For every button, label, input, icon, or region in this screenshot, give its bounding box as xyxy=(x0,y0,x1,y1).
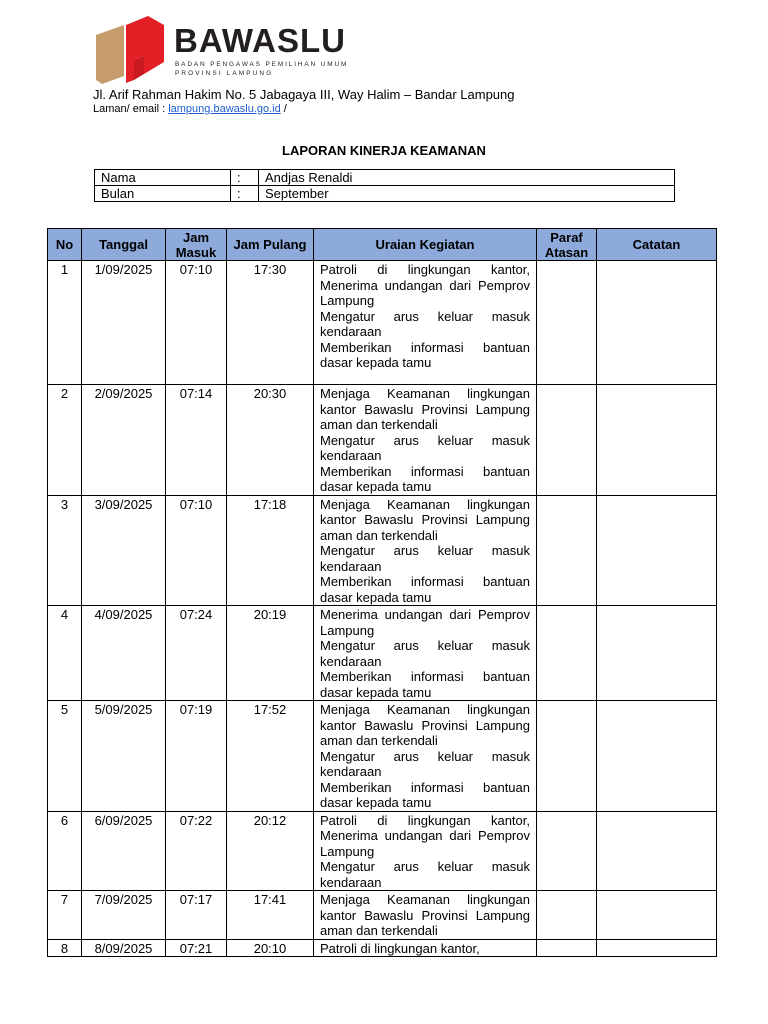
cell-jam-pulang: 17:52 xyxy=(227,701,314,812)
address: Jl. Arif Rahman Hakim No. 5 Jabagaya III, Way Halim – Bandar Lampung xyxy=(93,87,515,102)
cell-jam-pulang: 17:41 xyxy=(227,891,314,940)
cell-jam-masuk: 07:21 xyxy=(166,939,227,957)
laman-link[interactable]: lampung.bawaslu.go.id xyxy=(168,103,281,115)
col-header-jam-masuk: Jam Masuk xyxy=(166,229,227,261)
table-row xyxy=(48,495,717,606)
table-row xyxy=(48,606,717,701)
table-row xyxy=(48,891,717,940)
activity-item: Memberikan informasi bantuan dasar kepada tamu xyxy=(320,779,530,810)
activity-item: Patroli di lingkungan kantor, Menerima undangan dari Pemprov Lampung xyxy=(320,262,530,308)
activity-item: Patroli di lingkungan kantor, Menerima undangan dari Pemprov Lampung xyxy=(320,812,530,859)
cell-jam-pulang: 20:19 xyxy=(227,606,314,701)
cell-uraian xyxy=(314,261,537,385)
report-title: LAPORAN KINERJA KEAMANAN xyxy=(282,143,486,158)
cell-catatan xyxy=(597,939,717,957)
cell-no: 6 xyxy=(48,811,82,891)
table-row xyxy=(48,701,717,812)
cell-jam-pulang: 20:12 xyxy=(227,811,314,891)
activity-item: Menjaga Keamanan lingkungan kantor Bawaslu Provinsi Lampung aman dan terkendali xyxy=(320,702,530,748)
laman-line xyxy=(93,103,287,115)
table-row xyxy=(48,385,717,496)
cell-jam-masuk: 07:17 xyxy=(166,891,227,940)
cell-no: 7 xyxy=(48,891,82,940)
activity-item: Mengatur arus keluar masuk kendaraan xyxy=(320,748,530,779)
cell-paraf xyxy=(537,701,597,812)
bulan-value: September xyxy=(259,186,675,202)
cell-jam-masuk: 07:22 xyxy=(166,811,227,891)
cell-jam-pulang: 17:30 xyxy=(227,261,314,385)
activity-item: Mengatur arus keluar masuk kendaraan xyxy=(320,543,530,574)
cell-catatan xyxy=(597,811,717,891)
cell-jam-masuk: 07:10 xyxy=(166,261,227,385)
table-row xyxy=(48,939,717,957)
col-header-uraian: Uraian Kegiatan xyxy=(314,229,537,261)
col-header-tanggal: Tanggal xyxy=(82,229,166,261)
cell-no: 5 xyxy=(48,701,82,812)
cell-jam-pulang: 20:30 xyxy=(227,385,314,496)
nama-value: Andjas Renaldi xyxy=(259,170,675,186)
cell-no: 4 xyxy=(48,606,82,701)
cell-paraf xyxy=(537,261,597,385)
cell-jam-masuk: 07:10 xyxy=(166,495,227,606)
cell-paraf xyxy=(537,811,597,891)
cell-catatan xyxy=(597,495,717,606)
cell-jam-masuk: 07:19 xyxy=(166,701,227,812)
cell-no: 8 xyxy=(48,939,82,957)
report-table xyxy=(47,228,717,957)
cell-paraf xyxy=(537,495,597,606)
cell-uraian xyxy=(314,606,537,701)
cell-catatan xyxy=(597,261,717,385)
col-header-catatan: Catatan xyxy=(597,229,717,261)
activity-item: Patroli di lingkungan kantor, xyxy=(320,940,480,956)
cell-uraian xyxy=(314,495,537,606)
cell-catatan xyxy=(597,891,717,940)
activity-item: Memberikan informasi bantuan dasar kepada tamu xyxy=(320,463,530,494)
cell-catatan xyxy=(597,701,717,812)
cell-tanggal: 6/09/2025 xyxy=(82,811,166,891)
laman-suffix: / xyxy=(280,103,287,115)
info-row-nama xyxy=(95,170,675,186)
logo-subtitle-1: BADAN PENGAWAS PEMILIHAN UMUM xyxy=(175,61,349,68)
activity-item: Mengatur arus keluar masuk kendaraan xyxy=(320,859,530,890)
logo-wordmark: BAWASLU xyxy=(174,22,346,59)
bulan-sep: : xyxy=(231,186,259,202)
activity-item: Mengatur arus keluar masuk kendaraan xyxy=(320,432,530,463)
cell-paraf xyxy=(537,891,597,940)
cell-tanggal: 2/09/2025 xyxy=(82,385,166,496)
info-row-bulan xyxy=(95,186,675,202)
cell-tanggal: 1/09/2025 xyxy=(82,261,166,385)
logo-subtitle-2: PROVINSI LAMPUNG xyxy=(175,70,274,77)
cell-paraf xyxy=(537,385,597,496)
cell-jam-pulang: 17:18 xyxy=(227,495,314,606)
info-table xyxy=(94,169,675,202)
cell-uraian xyxy=(314,939,537,957)
activity-item: Memberikan informasi bantuan dasar kepada tamu xyxy=(320,669,530,700)
col-header-no: No xyxy=(48,229,82,261)
cell-paraf xyxy=(537,606,597,701)
activity-item: Menerima undangan dari Pemprov Lampung xyxy=(320,607,530,638)
col-header-jam-pulang: Jam Pulang xyxy=(227,229,314,261)
bawaslu-emblem-icon xyxy=(94,14,166,86)
cell-tanggal: 3/09/2025 xyxy=(82,495,166,606)
table-row xyxy=(48,261,717,385)
cell-jam-masuk: 07:14 xyxy=(166,385,227,496)
cell-paraf xyxy=(537,939,597,957)
cell-no: 1 xyxy=(48,261,82,385)
activity-item: Memberikan informasi bantuan dasar kepada tamu xyxy=(320,339,530,370)
cell-no: 2 xyxy=(48,385,82,496)
cell-jam-masuk: 07:24 xyxy=(166,606,227,701)
cell-uraian xyxy=(314,891,537,940)
cell-tanggal: 8/09/2025 xyxy=(82,939,166,957)
nama-label: Nama xyxy=(95,170,231,186)
laman-label: Laman/ email : xyxy=(93,103,169,115)
cell-uraian xyxy=(314,385,537,496)
cell-no: 3 xyxy=(48,495,82,606)
col-header-paraf: Paraf Atasan xyxy=(537,229,597,261)
activity-item: Mengatur arus keluar masuk kendaraan xyxy=(320,308,530,339)
activity-item: Menjaga Keamanan lingkungan kantor Bawaslu Provinsi Lampung aman dan terkendali xyxy=(320,496,530,543)
activity-item: Menjaga Keamanan lingkungan kantor Bawaslu Provinsi Lampung aman dan terkendali xyxy=(320,892,530,938)
activity-item: Menjaga Keamanan lingkungan kantor Bawaslu Provinsi Lampung aman dan terkendali xyxy=(320,386,530,432)
cell-uraian xyxy=(314,811,537,891)
cell-tanggal: 5/09/2025 xyxy=(82,701,166,812)
bawaslu-logo xyxy=(94,14,356,86)
cell-catatan xyxy=(597,606,717,701)
activity-item: Memberikan informasi bantuan dasar kepada tamu xyxy=(320,574,530,605)
bulan-label: Bulan xyxy=(95,186,231,202)
cell-tanggal: 7/09/2025 xyxy=(82,891,166,940)
activity-item: Mengatur arus keluar masuk kendaraan xyxy=(320,638,530,669)
cell-tanggal: 4/09/2025 xyxy=(82,606,166,701)
table-row xyxy=(48,811,717,891)
nama-sep: : xyxy=(231,170,259,186)
table-header-row xyxy=(48,229,717,261)
cell-catatan xyxy=(597,385,717,496)
cell-uraian xyxy=(314,701,537,812)
cell-jam-pulang: 20:10 xyxy=(227,939,314,957)
